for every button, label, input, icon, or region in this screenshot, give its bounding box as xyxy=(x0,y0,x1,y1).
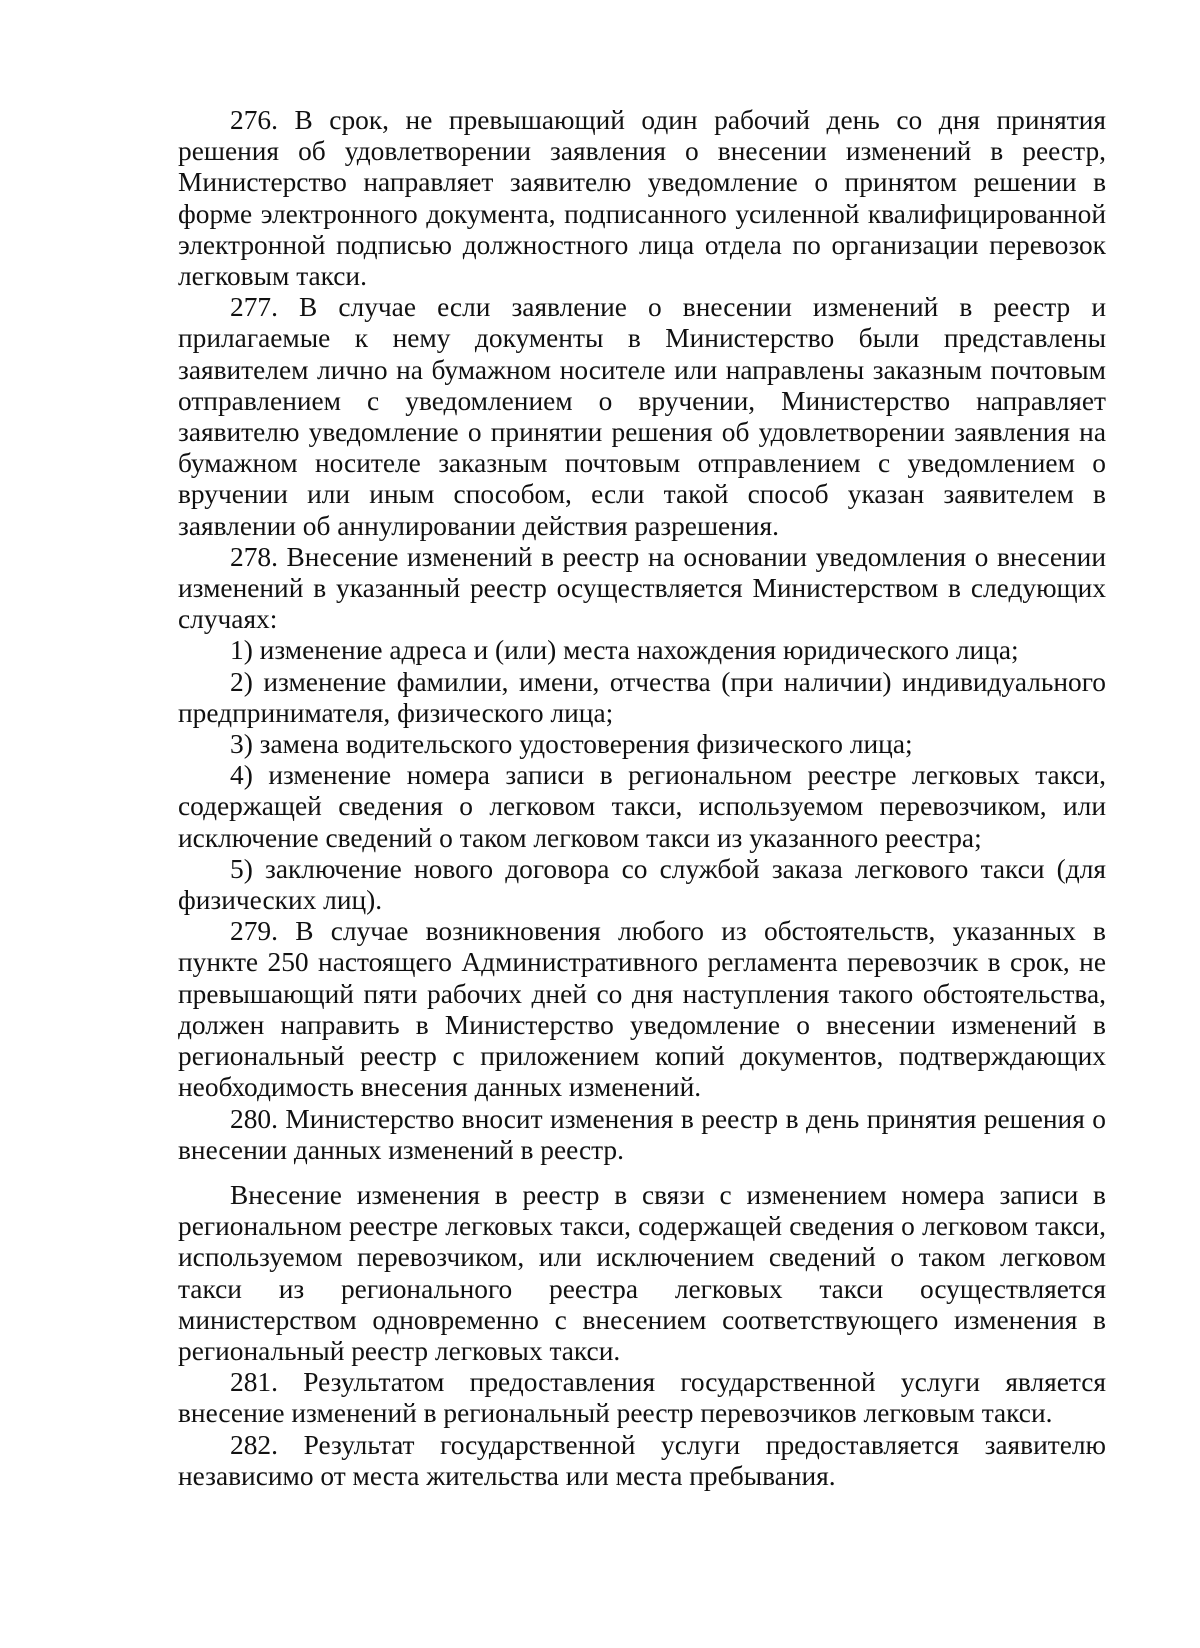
paragraph-282: 282. Результат государственной услуги предоставляется заявителю независимо от места жительства или места пребывания. xyxy=(178,1429,1106,1491)
list-item-3: 3) замена водительского удостоверения физического лица; xyxy=(230,729,913,760)
paragraph-276: 276. В срок, не превышающий один рабочий день со дня принятия решения об удовлетворении заявления о внесении изменений в реестр, Министерство направляет заявителю уведомление о принятом решении в форме электронного документа, подписанного усиленной квалифицированной электронной подписью должностного лица отдела по организации перевозок легковым такси. xyxy=(178,105,1106,292)
paragraph-278: 278. Внесение изменений в реестр на основании уведомления о внесении изменений в указанный реестр осуществляется Министерством в следующих случаях: xyxy=(178,541,1106,635)
document-page xyxy=(178,105,1106,1492)
paragraph-279: 279. В случае возникновения любого из обстоятельств, указанных в пункте 250 настоящего Административного регламента перевозчик в срок, не превышающий пяти рабочих дней со дня наступления такого обстоятельства, должен направить в Министерство уведомление о внесении изменений в региональный реестр с приложением копий документов, подтверждающих необходимость внесения данных изменений. xyxy=(178,916,1106,1103)
list-item-2: 2) изменение фамилии, имени, отчества (при наличии) индивидуального предпринимателя, физического лица; xyxy=(178,666,1106,728)
list-item-5: 5) заключение нового договора со службой заказа легкового такси (для физических лиц). xyxy=(178,853,1106,916)
paragraph-281: 281. Результатом предоставления государственной услуги является внесение изменений в региональный реестр перевозчиков легковым такси. xyxy=(178,1367,1106,1429)
list-item-1: 1) изменение адреса и (или) места нахождения юридического лица; xyxy=(230,635,1019,666)
paragraph-280-continuation: Внесение изменения в реестр в связи с изменением номера записи в региональном реестре легковых такси, содержащей сведения о легковом такси, используемом перевозчиком, или исключением сведений о таком легковом такси из регионального реестра легковых такси осуществляется министерством одновременно с внесением соответствующего изменения в региональный реестр легковых такси. xyxy=(178,1179,1106,1366)
paragraph-280: 280. Министерство вносит изменения в реестр в день принятия решения о внесении данных изменений в реестр. xyxy=(178,1103,1106,1165)
paragraph-277: 277. В случае если заявление о внесении изменений в реестр и прилагаемые к нему документы в Министерство были представлены заявителем лично на бумажном носителе или направлены заказным почтовым отправлением с уведомлением о вручении, Министерство направляет заявителю уведомление о принятии решения об удовлетворении заявления на бумажном носителе заказным почтовым отправлением с уведомлением о вручении или иным способом, если такой способ указан заявителем в заявлении об аннулировании действия разрешения. xyxy=(178,292,1106,541)
list-item-4: 4) изменение номера записи в региональном реестре легковых такси, содержащей сведения о легковом такси, используемом перевозчиком, или исключение сведений о таком легковом такси из указанного реестра; xyxy=(178,760,1106,853)
